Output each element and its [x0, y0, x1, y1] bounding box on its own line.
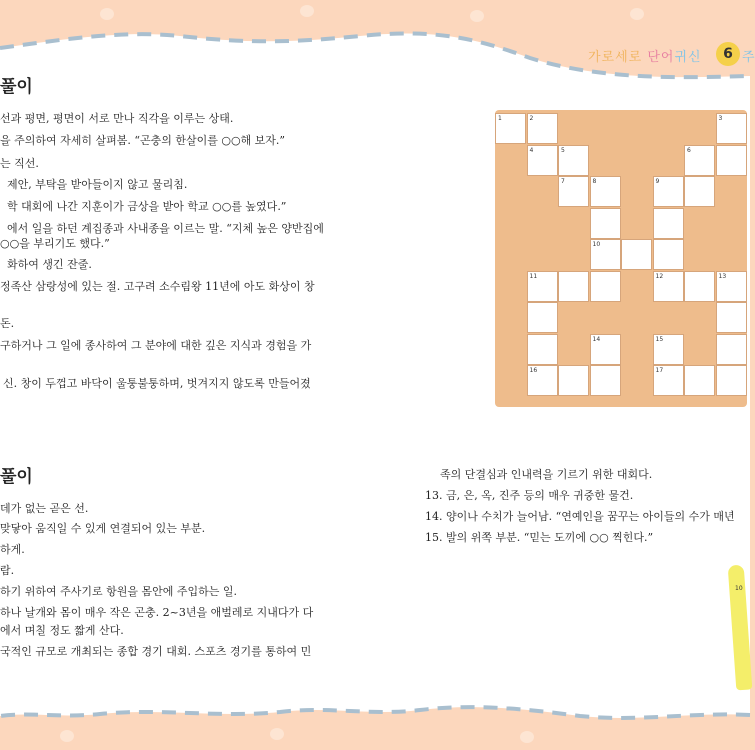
crossword-cell[interactable] — [653, 208, 684, 239]
crossword-cell[interactable] — [590, 208, 621, 239]
chapter-suffix: 주 — [742, 50, 755, 65]
clue-line: 학 대회에 나간 지훈이가 금상을 받아 학교 ○○를 높였다.” — [7, 200, 287, 213]
crossword-cell[interactable] — [590, 365, 621, 396]
clue-line: 하기 위하여 주사기로 항원을 몸안에 주입하는 일. — [0, 585, 237, 598]
crossword-cell[interactable] — [621, 239, 652, 270]
cell-number: 1 — [498, 115, 502, 122]
cell-number: 17 — [655, 367, 664, 374]
clue-line: 13. 금, 은, 옥, 진주 등의 매우 귀중한 물건. — [425, 489, 634, 502]
crossword-cell[interactable] — [527, 365, 558, 396]
series-title-a: 가로세로 — [588, 50, 643, 65]
crossword-cell[interactable] — [684, 145, 715, 176]
clue-line: 14. 양이나 수치가 늘어남. “연예인을 꿈꾸는 아이들의 수가 매년 — [425, 510, 735, 523]
cell-number: 16 — [529, 367, 538, 374]
clue-line: 맞닿아 움직일 수 있게 연결되어 있는 부분. — [0, 522, 206, 535]
crossword-cell[interactable] — [527, 334, 558, 365]
crossword-cell[interactable] — [716, 334, 747, 365]
cell-number: 9 — [655, 178, 660, 185]
crossword-cell[interactable] — [527, 113, 558, 144]
section-title-down-text: 풀이 — [0, 467, 33, 487]
clue-line: 15. 발의 위쪽 부분. “믿는 도끼에 ○○ 찍힌다.” — [425, 531, 654, 544]
crossword-cell[interactable] — [716, 145, 747, 176]
crossword-cell[interactable] — [590, 239, 621, 270]
clue-line: 하나 날개와 몸이 매우 작은 곤충. 2~3년을 애벌레로 지내다가 다 — [0, 606, 314, 619]
crossword-cell[interactable] — [527, 271, 558, 302]
crossword-cell[interactable] — [684, 365, 715, 396]
series-title — [588, 46, 702, 65]
clue-line: 정족산 삼랑성에 있는 절. 고구려 소수림왕 11년에 아도 화상이 창 — [0, 280, 315, 293]
crossword-cell[interactable] — [684, 271, 715, 302]
cell-number: 14 — [592, 335, 601, 343]
cell-number: 10 — [592, 241, 601, 248]
cell-number: 3 — [718, 115, 723, 122]
crossword-cell[interactable] — [558, 145, 589, 176]
crossword-cell[interactable] — [653, 334, 684, 365]
crossword-cell[interactable] — [558, 271, 589, 302]
cell-number: 4 — [529, 146, 534, 154]
section-title-down — [0, 462, 33, 487]
crossword-cell[interactable] — [590, 334, 621, 365]
clue-line: 돈. — [0, 317, 15, 330]
cell-number: 5 — [561, 146, 565, 154]
clue-line: 신. 창이 두껍고 바닥이 울퉁불퉁하며, 벗겨지지 않도록 만들어졌 — [3, 377, 311, 390]
cell-number: 2 — [529, 115, 534, 122]
clue-line: 는 직선. — [0, 157, 39, 170]
clue-line: 에서 일을 하던 계집종과 사내종을 이르는 말. “지체 높은 양반집에 — [7, 222, 324, 235]
clue-line: 화하여 생긴 잔줄. — [7, 258, 92, 271]
crossword-cell[interactable] — [653, 176, 684, 207]
crossword-cell[interactable] — [527, 145, 558, 176]
crossword-grid — [495, 110, 747, 407]
clue-line: 하게. — [0, 543, 25, 556]
clue-line: 족의 단결심과 인내력을 기르기 위한 대회다. — [440, 468, 653, 481]
clue-line: 데가 없는 곧은 선. — [0, 502, 89, 515]
pencil-label: 10 — [735, 585, 743, 592]
clue-line: 람. — [0, 564, 15, 577]
crossword-cell[interactable] — [716, 365, 747, 396]
crossword-cell[interactable] — [590, 176, 621, 207]
crossword-cell[interactable] — [716, 302, 747, 333]
crossword-cell[interactable] — [558, 176, 589, 207]
clue-line: 구하거나 그 일에 종사하여 그 분야에 대한 깊은 지식과 경험을 가 — [0, 339, 312, 352]
crossword-cell[interactable] — [653, 239, 684, 270]
crossword-cell[interactable] — [716, 113, 747, 144]
clue-line: 국적인 규모로 개최되는 종합 경기 대회. 스포츠 경기를 통하여 민 — [0, 645, 312, 658]
series-title-c: 귀신 — [674, 50, 702, 65]
chapter-number: 6 — [716, 42, 740, 66]
cell-number: 13 — [718, 272, 727, 280]
cell-number: 12 — [655, 272, 664, 280]
series-title-b: 단어 — [647, 50, 675, 65]
crossword-cell[interactable] — [558, 365, 589, 396]
clue-line: ○○을 부리기도 했다.” — [0, 237, 110, 250]
crossword-cell[interactable] — [495, 113, 526, 144]
section-title-across-text: 풀이 — [0, 77, 33, 97]
crossword-cell[interactable] — [527, 302, 558, 333]
crossword-cell[interactable] — [716, 271, 747, 302]
cell-number: 6 — [687, 146, 691, 154]
cell-number: 15 — [655, 335, 664, 343]
cell-number: 8 — [592, 178, 597, 185]
clue-line: 에서 며칠 정도 짧게 산다. — [0, 624, 124, 637]
cell-number: 7 — [561, 178, 565, 185]
crossword-cell[interactable] — [684, 176, 715, 207]
section-title-across — [0, 72, 33, 97]
clue-line: 제안, 부탁을 받아들이지 않고 물리침. — [7, 178, 188, 191]
crossword-cell[interactable] — [653, 271, 684, 302]
crossword-cell[interactable] — [653, 365, 684, 396]
cell-number: 11 — [529, 272, 538, 280]
clue-line: 선과 평면, 평면이 서로 만나 직각을 이루는 상태. — [0, 112, 234, 125]
crossword-cell[interactable] — [590, 271, 621, 302]
clue-line: 을 주의하여 자세히 살펴봄. “곤충의 한살이를 ○○해 보자.” — [0, 134, 286, 147]
